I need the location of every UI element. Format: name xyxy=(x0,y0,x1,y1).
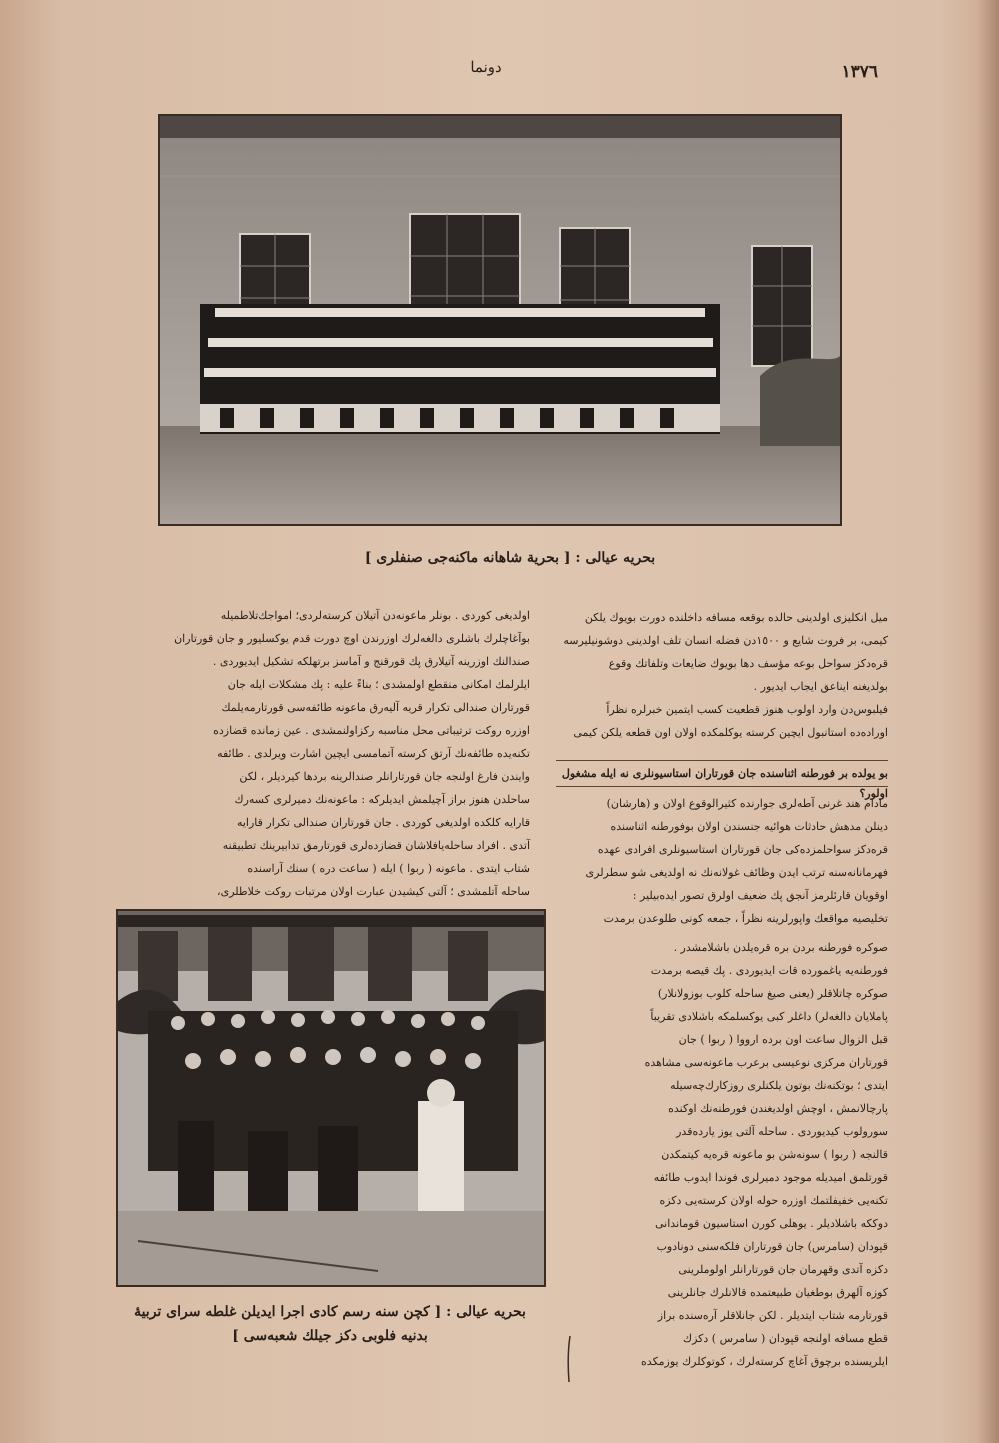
text-line: ايلريسنده برچوق آغاچ كرسته‌لرك ، كوتوكلرك يوزمكده xyxy=(641,1355,888,1368)
text-line: تكنه‌يده طائفه‌نك آرتق كرسته آتمامسى ايچين اشارت ويرلدى . طائفه xyxy=(217,747,530,760)
text-line: دكزه آتدى وقهرمان جان قورتارانلر اولوملرينى xyxy=(678,1263,888,1276)
text-line: دوككه باشلاديلر . يوهلى كورن استاسيون قوماندانى xyxy=(655,1217,888,1230)
text-line: قبل الزوال ساعت اون برده ارووا ( ربوا ) جان xyxy=(678,1033,888,1046)
running-header: دونما xyxy=(470,58,502,76)
text-line: قطع مسافه اولنجه قپودان ( سامرس ) دكزك xyxy=(683,1332,888,1345)
text-line: فورطنه‌يه ياغمورده قات ايديوردى . پك قيصه برمدت xyxy=(650,964,888,977)
text-line: قارايه كلكده اولديغى كوردى . جان قورتاران صندالى تكرار قارايه xyxy=(236,816,530,829)
text-line: ساحله آتلمشدى ؛ آلتى كيشيدن عبارت اولان مرتبات روكت خلاطلرى، xyxy=(217,885,530,898)
photo-sports-club-group-image xyxy=(118,911,544,1285)
text-column-right-middle xyxy=(556,792,888,930)
photo-caption-top: بحريه عيالى : [ بحرية شاهانه ماكنه‌جى صنفلرى ] xyxy=(364,550,656,566)
text-line: بولديغنه ايناعق ايجاب ايديور . xyxy=(753,680,888,693)
text-line: قره‌دكز سواحلمزده‌كى جان قورتاران استاسيونلرى افرادى عهده xyxy=(597,843,888,856)
text-line: قورتلمق اميديله موجود دميرلرى فوندا ايدوب طائفه xyxy=(653,1171,888,1184)
text-line: ايتدى ؛ بوتكنه‌نك بوتون يلكنلرى روزكارك‌چه‌سيله xyxy=(670,1079,888,1092)
photo-caption-bottom: بحريه عيالى : [ كچن سنه رسم كادى اجرا ايديلن غلطه سراى تربيهٔ بدنيه فلوبى دكز جيلك شعبه‌سى ] xyxy=(134,1304,526,1344)
text-line: كيمى، بر فروت شايع و ١٥٠٠دن فضله انسان تلف اولدينى دوشونيليرسه xyxy=(563,634,888,647)
text-line: فهرمانانه‌سنه ترتب ايدن وظائف غولانه‌نك نه اولديغى شو سطرلرى xyxy=(585,866,888,879)
text-line: اولديغى كوردى . بونلر ماعونه‌دن آتيلان كرسته‌لردى؛ امواجك‌تلاطميله xyxy=(220,609,530,622)
text-column-right-lower xyxy=(598,936,888,1373)
text-line: اوقويان قارئلرمز آنجق پك ضعيف اولرق تصور ايده‌بيلير : xyxy=(632,889,888,902)
text-line: شتاب ايتدى . ماعونه ( ربوا ) ايله ( ساعت دره ) سنك آراسنده xyxy=(247,862,530,875)
text-line: وايندن فارغ اولنجه جان قورتارانلر صندالرينه بردها كيرديلر ، لكن xyxy=(239,770,530,783)
text-line: قورتاران صندالى تكرار قريه آليه‌رق ماعونه طائفه‌سى قورتارمه‌يلمك xyxy=(221,701,530,714)
text-column-right-upper xyxy=(556,606,888,744)
section-rule xyxy=(556,760,888,761)
text-line: پاملايان دالغه‌لر) داغلر كبى يوكسلمكه باشلادى تقريباً xyxy=(650,1010,888,1023)
text-line: كوزه آلهرق بوطغيان طبيعتمده قالانلرك جانلرينى xyxy=(667,1286,888,1299)
text-line: قورتاران مركزى نوعيسى برعرب ماعونه‌سى مشاهده xyxy=(644,1056,888,1069)
text-line: صوكره فورطنه بردن بره قره‌يلدن باشلامشدر . xyxy=(673,941,888,954)
pencil-mark xyxy=(566,1336,572,1382)
text-line: ايلرلمك امكانى منقطع اولمشدى ؛ بناءً عليه : پك مشكلات ايله جان xyxy=(227,678,530,691)
text-line: ساحلدن هنوز براز آچيلمش ايديلركه : ماعونه‌نك دميرلرى كسه‌رك xyxy=(234,793,530,806)
photo-naval-machinists xyxy=(158,114,842,526)
text-line: دينلن مدهش حادثات هوائيه جنسندن اولان بوفورطنه اثناسنده xyxy=(610,820,888,833)
text-line: سورولوب كيديوردى . ساحله آلتى يوز يارده‌قدر xyxy=(676,1125,888,1138)
text-line: تكنه‌يى خفيفلتمك اوزره حوله اولان كرسته‌يى دكزه xyxy=(659,1194,888,1207)
text-line: قالنجه ( ربوا ) سونه‌شن بو ماعونه قره‌يه كيتمكدن xyxy=(661,1148,888,1161)
text-line: ميل انكليزى اولدينى حالده بوقعه مسافه داخلنده دورت بويوك يلكن xyxy=(584,611,888,624)
section-heading: بو يولده بر فورطنه اثناسنده جان قورتاران استاسيونلرى نه ايله مشغول اولور؟ xyxy=(561,767,888,800)
text-line: اوزره روكت ترتيباتى محل مناسبه ركزاولنمشدى . عين زمانده قضازده xyxy=(213,724,530,737)
text-line: فيلبوس‌دن وارد اولوب هنوز قطعيت كسب ايتمين خبرلره نظراً xyxy=(606,703,888,716)
photo-naval-machinists-image xyxy=(160,116,840,524)
page-edge-shadow xyxy=(977,0,999,1443)
text-line: تخليصيه مواقعك واپورلرينه نظراً ، جمعه كونى طلوعدن برمدت xyxy=(603,912,888,925)
text-line: قورتارمه شتاب ايتديلر . لكن جانلاقلر آره‌سنده براز xyxy=(657,1309,888,1322)
photo-sports-club-group xyxy=(116,909,546,1287)
page-number: ١٣٧٦ xyxy=(841,62,878,82)
text-line: قپودان (سامرس) جان قورتاران فلكه‌سنى دونادوب xyxy=(656,1240,888,1253)
text-line: آتدى . افراد ساحله‌يافلاشان قضازده‌لرى قورتارمق تدابيرينك تطبيقنه xyxy=(222,839,530,852)
text-line: قره‌دكز سواحل بوعه مؤسف دها بويوك ضايعات وتلفاتك وقوع xyxy=(608,657,888,670)
text-line: صوكره چاتلاقلر (يعنى صيغ ساحله كلوب بوزولانلار) xyxy=(657,987,888,1000)
text-column-left xyxy=(112,604,530,926)
text-line: بوآغاچلرك باشلرى دالغه‌لرك اوزرندن اوچ دورت قدم يوكسليور و جان قورتاران xyxy=(174,632,530,645)
text-line: پارچالانمش ، اوچش اولديغندن فورطنه‌نك اوكنده xyxy=(668,1102,888,1115)
text-line: مادام هند غرنى آطه‌لرى جوارنده كثيرالوقوع اولان و (هارشان) xyxy=(606,797,888,810)
text-line: صندالنك اوزرينه آتيلارق پك قورقنج و آماسز برتهلكه تشكيل ايديوردى . xyxy=(212,655,530,668)
text-line: اوراده‌ده استانبول ايچين كرسته يوكلمكده اولان اون قطعه يلكن كيمى xyxy=(573,726,888,739)
section-rule xyxy=(556,786,888,787)
